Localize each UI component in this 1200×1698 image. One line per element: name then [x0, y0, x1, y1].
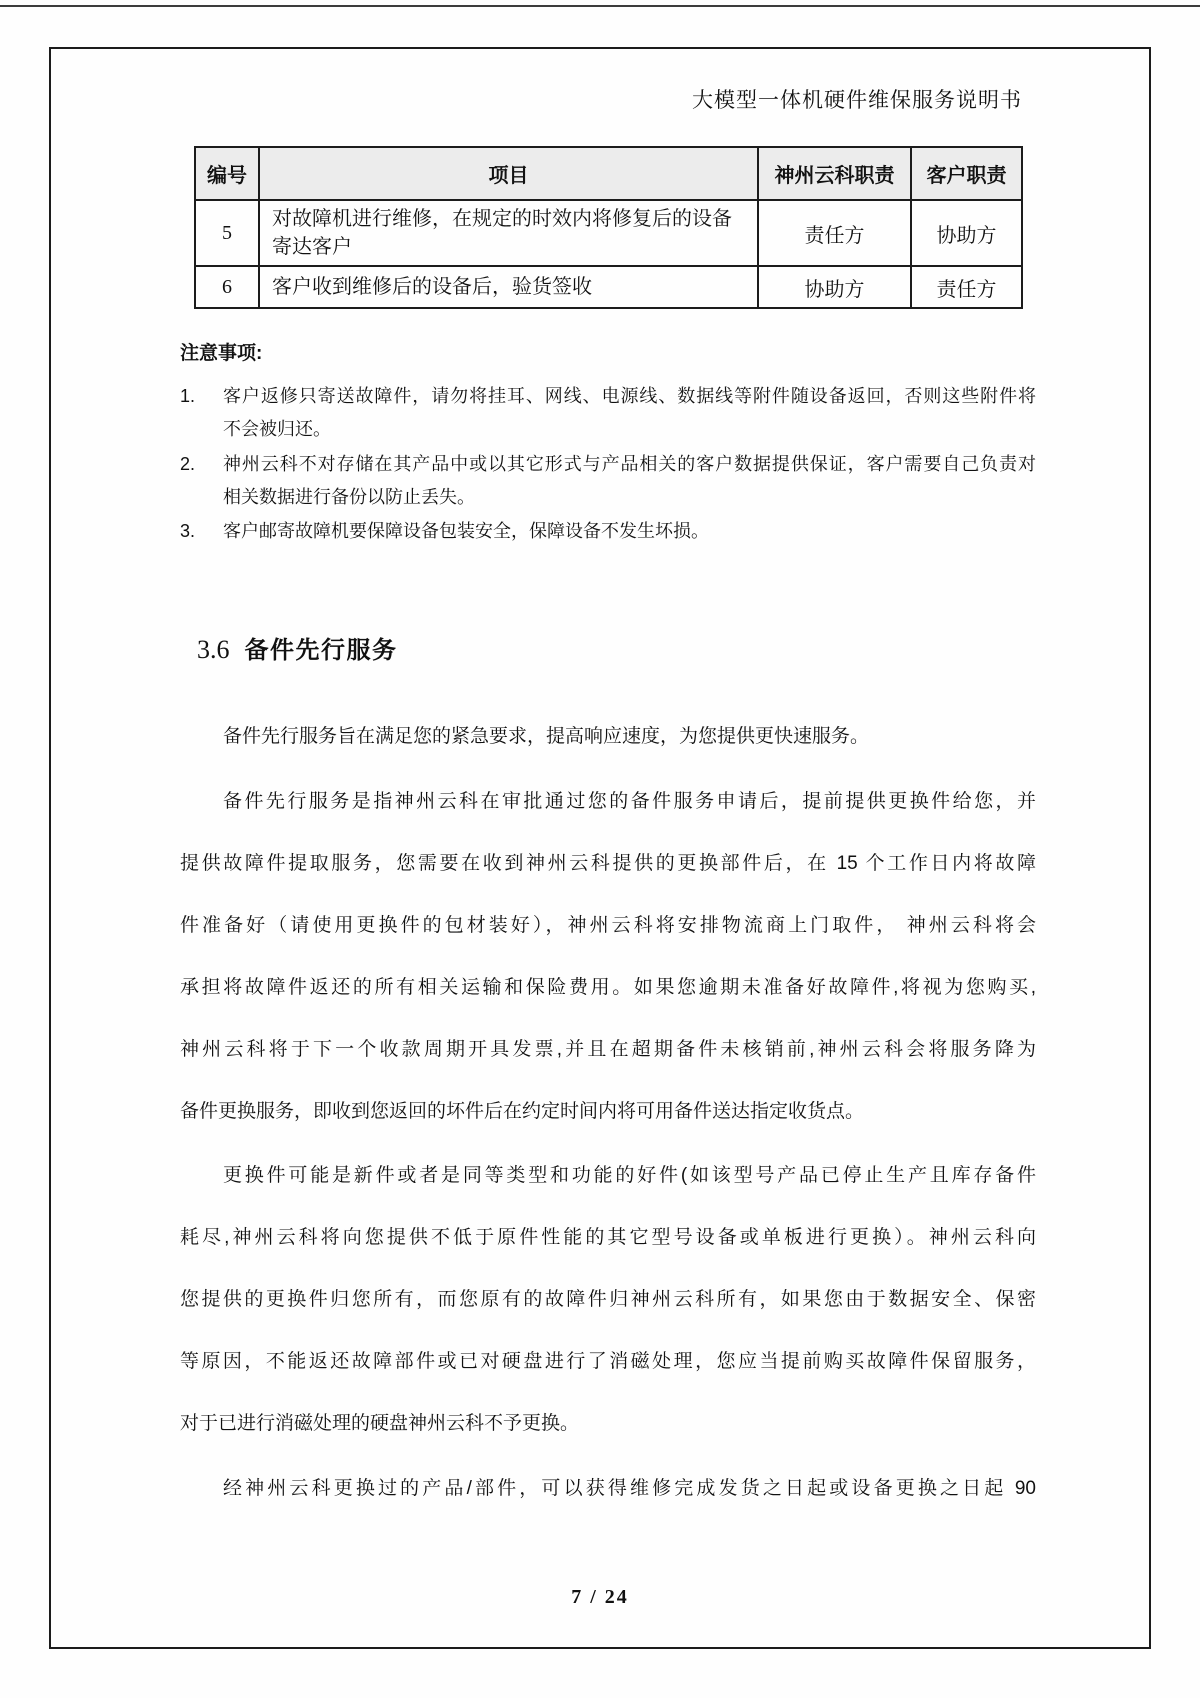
paragraph-line: 更换件可能是新件或者是同等类型和功能的好件(如该型号产品已停止生产且库存备件 [223, 1165, 1036, 1186]
paragraph-line: 备件更换服务，即收到您返回的坏件后在约定时间内将可用备件送达指定收货点。 [180, 1101, 865, 1122]
col-header-vendor-duty: 神州云科职责 [758, 147, 911, 200]
cell-item: 客户收到维修后的设备后，验货签收 [259, 266, 758, 308]
list-item [180, 380, 1036, 446]
paragraph [180, 771, 1036, 1143]
list-item-line: 神州云科不对存储在其产品中或以其它形式与产品相关的客户数据提供保证，客户需要自己负责对 [223, 454, 1036, 474]
cell-vendor-role: 责任方 [758, 200, 911, 266]
list-item [180, 448, 1036, 514]
paragraph-line: 承担将故障件返还的所有相关运输和保险费用。如果您逾期未准备好故障件,将视为您购买, [180, 977, 1036, 998]
page-number: 7 / 24 [571, 1586, 629, 1608]
paragraph-line: 提供故障件提取服务，您需要在收到神州云科提供的更换部件后，在 15 个工作日内将故障 [180, 853, 1036, 874]
cell-customer-role: 协助方 [911, 200, 1022, 266]
col-header-item: 项目 [259, 147, 758, 200]
paragraph-line: 对于已进行消磁处理的硬盘神州云科不予更换。 [180, 1413, 580, 1434]
list-item-line: 客户返修只寄送故障件，请勿将挂耳、网线、电源线、数据线等附件随设备返回，否则这些附件将 [223, 386, 1036, 406]
document-header-title: 大模型一体机硬件维保服务说明书 [692, 88, 1022, 112]
responsibilities-table [194, 146, 1023, 309]
cell-number: 5 [195, 200, 259, 266]
list-item-number: 2. [180, 454, 196, 474]
paragraph-line: 备件先行服务是指神州云科在审批通过您的备件服务申请后，提前提供更换件给您，并 [223, 791, 1036, 812]
table-row [195, 266, 1022, 308]
notes-title: 注意事项: [180, 343, 263, 364]
paragraph [180, 1458, 1036, 1520]
page-top-edge [0, 5, 1200, 7]
list-item-text [223, 380, 1036, 446]
list-item-line: 不会被归还。 [223, 419, 331, 439]
table-row [195, 200, 1022, 266]
section-heading [197, 630, 398, 665]
list-item-number: 3. [180, 521, 196, 541]
paragraph [180, 706, 1036, 768]
paragraph-line: 神州云科将于下一个收款周期开具发票,并且在超期备件未核销前,神州云科会将服务降为 [180, 1039, 1036, 1060]
list-item-text [223, 448, 1036, 514]
col-header-number: 编号 [195, 147, 259, 200]
paragraph [180, 1145, 1036, 1455]
list-item [180, 515, 1036, 548]
section-title: 备件先行服务 [244, 637, 398, 664]
paragraph-line: 您提供的更换件归您所有，而您原有的故障件归神州云科所有，如果您由于数据安全、保密 [180, 1289, 1036, 1310]
paragraph-line: 耗尽,神州云科将向您提供不低于原件性能的其它型号设备或单板进行更换）。神州云科向 [180, 1227, 1036, 1248]
cell-number: 6 [195, 266, 259, 308]
list-item-number: 1. [180, 386, 196, 406]
paragraph-line: 经神州云科更换过的产品/部件，可以获得维修完成发货之日起或设备更换之日起 90 [223, 1478, 1036, 1499]
table-header-row [195, 147, 1022, 200]
list-item-line: 客户邮寄故障机要保障设备包装安全，保障设备不发生坏损。 [223, 521, 709, 541]
paragraph-line: 等原因，不能返还故障部件或已对硬盘进行了消磁处理，您应当提前购买故障件保留服务， [180, 1351, 1036, 1372]
paragraph-line: 件准备好（请使用更换件的包材装好），神州云科将安排物流商上门取件， 神州云科将会 [180, 915, 1036, 936]
paragraph-line: 备件先行服务旨在满足您的紧急要求，提高响应速度，为您提供更快速服务。 [223, 726, 870, 747]
cell-item: 对故障机进行维修，在规定的时效内将修复后的设备寄达客户 [259, 200, 758, 266]
list-item-line: 相关数据进行备份以防止丢失。 [223, 487, 475, 507]
cell-customer-role: 责任方 [911, 266, 1022, 308]
col-header-customer-duty: 客户职责 [911, 147, 1022, 200]
cell-vendor-role: 协助方 [758, 266, 911, 308]
list-item-text [223, 515, 1036, 548]
section-number: 3.6 [197, 635, 230, 664]
